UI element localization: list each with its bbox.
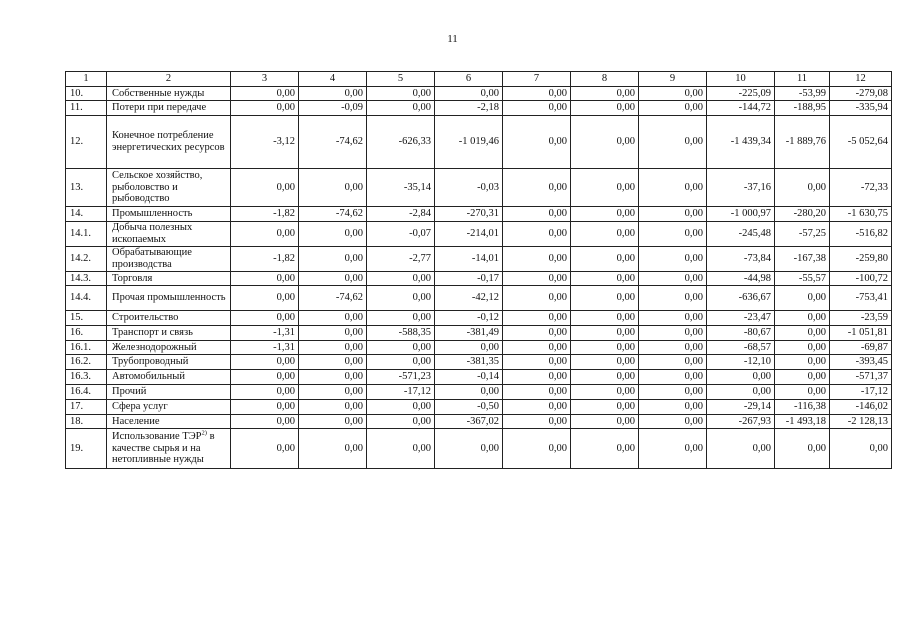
value-cell: 0,00 — [571, 385, 639, 400]
value-cell: -2 128,13 — [830, 415, 892, 429]
row-code: 10. — [66, 87, 107, 101]
value-cell: -29,14 — [707, 400, 775, 415]
value-cell: 0,00 — [503, 385, 571, 400]
value-cell: 0,00 — [367, 400, 435, 415]
row-code: 16.3. — [66, 370, 107, 385]
value-cell: -270,31 — [435, 207, 503, 222]
value-cell: -381,35 — [435, 355, 503, 370]
value-cell: 0,00 — [503, 311, 571, 326]
value-cell: -12,10 — [707, 355, 775, 370]
value-cell: 0,00 — [299, 311, 367, 326]
value-cell: 0,00 — [639, 87, 707, 101]
value-cell: -259,80 — [830, 247, 892, 272]
value-cell: -37,16 — [707, 169, 775, 207]
table-row — [66, 207, 892, 222]
value-cell: 0,00 — [231, 87, 299, 101]
row-name: Трубопроводный — [107, 355, 231, 370]
value-cell: 0,00 — [571, 341, 639, 355]
column-header: 12 — [830, 72, 892, 87]
value-cell: 0,00 — [639, 272, 707, 286]
value-cell: -0,07 — [367, 222, 435, 247]
value-cell: 0,00 — [639, 169, 707, 207]
table-row — [66, 169, 892, 207]
table-row — [66, 87, 892, 101]
row-code: 14.4. — [66, 286, 107, 311]
page-number: 11 — [447, 33, 458, 45]
value-cell: 0,00 — [299, 341, 367, 355]
value-cell: 0,00 — [775, 355, 830, 370]
value-cell: 0,00 — [435, 341, 503, 355]
row-code: 19. — [66, 429, 107, 469]
value-cell: 0,00 — [571, 370, 639, 385]
row-code: 17. — [66, 400, 107, 415]
value-cell: -1 889,76 — [775, 116, 830, 169]
row-code: 18. — [66, 415, 107, 429]
value-cell: -367,02 — [435, 415, 503, 429]
value-cell: -44,98 — [707, 272, 775, 286]
value-cell: 0,00 — [571, 116, 639, 169]
value-cell: 0,00 — [775, 326, 830, 341]
value-cell: -0,17 — [435, 272, 503, 286]
table-row — [66, 286, 892, 311]
row-code: 14.3. — [66, 272, 107, 286]
value-cell: 0,00 — [299, 247, 367, 272]
value-cell: -23,47 — [707, 311, 775, 326]
value-cell: -214,01 — [435, 222, 503, 247]
row-name: Потери при передаче — [107, 101, 231, 116]
value-cell: 0,00 — [639, 370, 707, 385]
value-cell: 0,00 — [571, 87, 639, 101]
value-cell: 0,00 — [571, 326, 639, 341]
table-row — [66, 370, 892, 385]
value-cell: 0,00 — [503, 87, 571, 101]
value-cell: 0,00 — [571, 355, 639, 370]
row-name: Собственные нужды — [107, 87, 231, 101]
row-name: Прочий — [107, 385, 231, 400]
value-cell: 0,00 — [639, 355, 707, 370]
row-name: Прочая промышленность — [107, 286, 231, 311]
footnote-marker: 2) — [201, 429, 207, 437]
row-code: 14. — [66, 207, 107, 222]
value-cell: 0,00 — [299, 385, 367, 400]
column-header: 8 — [571, 72, 639, 87]
value-cell: -571,23 — [367, 370, 435, 385]
value-cell: 0,00 — [639, 429, 707, 469]
value-cell: 0,00 — [299, 272, 367, 286]
table-header-row — [66, 72, 892, 87]
value-cell: 0,00 — [503, 116, 571, 169]
table-row — [66, 116, 892, 169]
row-name: Транспорт и связь — [107, 326, 231, 341]
value-cell: 0,00 — [231, 222, 299, 247]
value-cell: 0,00 — [639, 247, 707, 272]
value-cell: 0,00 — [503, 370, 571, 385]
row-name — [107, 429, 231, 469]
value-cell: -516,82 — [830, 222, 892, 247]
row-code: 11. — [66, 101, 107, 116]
value-cell: 0,00 — [503, 429, 571, 469]
value-cell: 0,00 — [435, 87, 503, 101]
row-code: 15. — [66, 311, 107, 326]
value-cell: 0,00 — [367, 415, 435, 429]
value-cell: 0,00 — [231, 385, 299, 400]
value-cell: 0,00 — [299, 326, 367, 341]
value-cell: 0,00 — [299, 169, 367, 207]
value-cell: 0,00 — [231, 286, 299, 311]
value-cell: 0,00 — [299, 370, 367, 385]
value-cell: 0,00 — [639, 415, 707, 429]
value-cell: 0,00 — [775, 429, 830, 469]
value-cell: 0,00 — [639, 286, 707, 311]
value-cell: 0,00 — [231, 355, 299, 370]
value-cell: 0,00 — [571, 207, 639, 222]
value-cell: -0,14 — [435, 370, 503, 385]
value-cell: 0,00 — [503, 355, 571, 370]
value-cell: 0,00 — [231, 429, 299, 469]
value-cell: 0,00 — [299, 415, 367, 429]
value-cell: -1 019,46 — [435, 116, 503, 169]
value-cell: -588,35 — [367, 326, 435, 341]
value-cell: -74,62 — [299, 207, 367, 222]
value-cell: 0,00 — [367, 341, 435, 355]
value-cell: 0,00 — [231, 415, 299, 429]
column-header: 9 — [639, 72, 707, 87]
value-cell: 0,00 — [571, 311, 639, 326]
row-code: 16.4. — [66, 385, 107, 400]
value-cell: 0,00 — [503, 247, 571, 272]
value-cell: 0,00 — [231, 101, 299, 116]
value-cell: 0,00 — [639, 400, 707, 415]
value-cell: -144,72 — [707, 101, 775, 116]
value-cell: -167,38 — [775, 247, 830, 272]
table-row — [66, 222, 892, 247]
value-cell: 0,00 — [639, 222, 707, 247]
value-cell: 0,00 — [299, 87, 367, 101]
value-cell: 0,00 — [299, 222, 367, 247]
value-cell: -0,03 — [435, 169, 503, 207]
value-cell: -5 052,64 — [830, 116, 892, 169]
value-cell: -2,18 — [435, 101, 503, 116]
value-cell: 0,00 — [775, 341, 830, 355]
value-cell: -245,48 — [707, 222, 775, 247]
value-cell: 0,00 — [503, 272, 571, 286]
table-row — [66, 272, 892, 286]
value-cell: 0,00 — [503, 222, 571, 247]
value-cell: 0,00 — [639, 341, 707, 355]
value-cell: 0,00 — [503, 400, 571, 415]
table-row — [66, 355, 892, 370]
value-cell: 0,00 — [503, 326, 571, 341]
value-cell: -1 493,18 — [775, 415, 830, 429]
table-row — [66, 385, 892, 400]
value-cell: 0,00 — [639, 101, 707, 116]
value-cell: -73,84 — [707, 247, 775, 272]
value-cell: 0,00 — [367, 272, 435, 286]
value-cell: -335,94 — [830, 101, 892, 116]
table-row — [66, 247, 892, 272]
value-cell: 0,00 — [571, 101, 639, 116]
row-name-text: Использование ТЭР — [112, 431, 202, 443]
value-cell: -1 051,81 — [830, 326, 892, 341]
value-cell: 0,00 — [571, 272, 639, 286]
row-name: Сфера услуг — [107, 400, 231, 415]
value-cell: 0,00 — [367, 355, 435, 370]
row-name: Промышленность — [107, 207, 231, 222]
value-cell: -100,72 — [830, 272, 892, 286]
value-cell: 0,00 — [503, 415, 571, 429]
value-cell: 0,00 — [435, 385, 503, 400]
value-cell: -279,08 — [830, 87, 892, 101]
value-cell: 0,00 — [639, 311, 707, 326]
value-cell: -0,50 — [435, 400, 503, 415]
value-cell: 0,00 — [830, 429, 892, 469]
energy-balance-table — [65, 71, 892, 469]
value-cell: -42,12 — [435, 286, 503, 311]
row-name: Конечное потребление энергетических ресурсов — [107, 116, 231, 169]
column-header: 10 — [707, 72, 775, 87]
value-cell: 0,00 — [639, 385, 707, 400]
row-code: 16. — [66, 326, 107, 341]
value-cell: -225,09 — [707, 87, 775, 101]
row-code: 13. — [66, 169, 107, 207]
row-name: Обрабатывающие производства — [107, 247, 231, 272]
value-cell: 0,00 — [571, 222, 639, 247]
column-header: 3 — [231, 72, 299, 87]
value-cell: -14,01 — [435, 247, 503, 272]
value-cell: -23,59 — [830, 311, 892, 326]
value-cell: 0,00 — [775, 286, 830, 311]
value-cell: -55,57 — [775, 272, 830, 286]
value-cell: 0,00 — [503, 341, 571, 355]
value-cell: -267,93 — [707, 415, 775, 429]
row-name: Железнодорожный — [107, 341, 231, 355]
value-cell: 0,00 — [775, 385, 830, 400]
value-cell: 0,00 — [299, 429, 367, 469]
value-cell: -74,62 — [299, 286, 367, 311]
value-cell: -69,87 — [830, 341, 892, 355]
value-cell: -72,33 — [830, 169, 892, 207]
value-cell: 0,00 — [367, 101, 435, 116]
row-name: Автомобильный — [107, 370, 231, 385]
value-cell: -53,99 — [775, 87, 830, 101]
value-cell: 0,00 — [299, 400, 367, 415]
value-cell: 0,00 — [503, 207, 571, 222]
value-cell: 0,00 — [639, 207, 707, 222]
value-cell: -3,12 — [231, 116, 299, 169]
row-name: Строительство — [107, 311, 231, 326]
value-cell: -116,38 — [775, 400, 830, 415]
value-cell: -2,84 — [367, 207, 435, 222]
value-cell: -1,82 — [231, 247, 299, 272]
row-code: 12. — [66, 116, 107, 169]
value-cell: 0,00 — [435, 429, 503, 469]
value-cell: 0,00 — [231, 272, 299, 286]
value-cell: 0,00 — [707, 429, 775, 469]
value-cell: 0,00 — [367, 429, 435, 469]
row-name-suffix: в качестве сырья и на нетопливные нужды — [112, 431, 215, 466]
value-cell: 0,00 — [231, 169, 299, 207]
row-name: Население — [107, 415, 231, 429]
column-header: 6 — [435, 72, 503, 87]
value-cell: -1,31 — [231, 326, 299, 341]
column-header: 11 — [775, 72, 830, 87]
value-cell: 0,00 — [299, 355, 367, 370]
value-cell: -381,49 — [435, 326, 503, 341]
value-cell: 0,00 — [571, 400, 639, 415]
value-cell: 0,00 — [571, 429, 639, 469]
value-cell: 0,00 — [231, 311, 299, 326]
row-code: 16.2. — [66, 355, 107, 370]
value-cell: 0,00 — [367, 311, 435, 326]
value-cell: -1,82 — [231, 207, 299, 222]
column-header: 4 — [299, 72, 367, 87]
value-cell: -571,37 — [830, 370, 892, 385]
value-cell: 0,00 — [571, 247, 639, 272]
value-cell: 0,00 — [503, 169, 571, 207]
value-cell: 0,00 — [571, 415, 639, 429]
value-cell: 0,00 — [775, 311, 830, 326]
value-cell: 0,00 — [775, 370, 830, 385]
value-cell: -280,20 — [775, 207, 830, 222]
value-cell: -17,12 — [830, 385, 892, 400]
table-row — [66, 400, 892, 415]
value-cell: 0,00 — [639, 116, 707, 169]
row-code: 16.1. — [66, 341, 107, 355]
table-row — [66, 415, 892, 429]
value-cell: 0,00 — [503, 286, 571, 311]
value-cell: -636,67 — [707, 286, 775, 311]
value-cell: -35,14 — [367, 169, 435, 207]
value-cell: 0,00 — [503, 101, 571, 116]
column-header: 1 — [66, 72, 107, 87]
value-cell: -393,45 — [830, 355, 892, 370]
row-name: Сельское хозяйство, рыболовство и рыбоводство — [107, 169, 231, 207]
row-code: 14.2. — [66, 247, 107, 272]
row-name: Добыча полезных ископаемых — [107, 222, 231, 247]
value-cell: -2,77 — [367, 247, 435, 272]
value-cell: -74,62 — [299, 116, 367, 169]
value-cell: 0,00 — [775, 169, 830, 207]
value-cell: 0,00 — [231, 370, 299, 385]
table-row — [66, 101, 892, 116]
table-row — [66, 341, 892, 355]
value-cell: -146,02 — [830, 400, 892, 415]
value-cell: 0,00 — [367, 87, 435, 101]
row-code: 14.1. — [66, 222, 107, 247]
value-cell: -753,41 — [830, 286, 892, 311]
value-cell: 0,00 — [367, 286, 435, 311]
value-cell: -1 630,75 — [830, 207, 892, 222]
value-cell: -80,67 — [707, 326, 775, 341]
value-cell: -57,25 — [775, 222, 830, 247]
column-header: 7 — [503, 72, 571, 87]
value-cell: -1,31 — [231, 341, 299, 355]
value-cell: -0,12 — [435, 311, 503, 326]
value-cell: 0,00 — [639, 326, 707, 341]
value-cell: 0,00 — [571, 286, 639, 311]
value-cell: -0,09 — [299, 101, 367, 116]
table-row — [66, 429, 892, 469]
value-cell: -68,57 — [707, 341, 775, 355]
column-header: 5 — [367, 72, 435, 87]
value-cell: -1 000,97 — [707, 207, 775, 222]
value-cell: -626,33 — [367, 116, 435, 169]
value-cell: -1 439,34 — [707, 116, 775, 169]
row-name: Торговля — [107, 272, 231, 286]
value-cell: -17,12 — [367, 385, 435, 400]
table-row — [66, 326, 892, 341]
value-cell: 0,00 — [707, 370, 775, 385]
column-header: 2 — [107, 72, 231, 87]
value-cell: -188,95 — [775, 101, 830, 116]
value-cell: 0,00 — [231, 400, 299, 415]
value-cell: 0,00 — [707, 385, 775, 400]
value-cell: 0,00 — [571, 169, 639, 207]
table-row — [66, 311, 892, 326]
